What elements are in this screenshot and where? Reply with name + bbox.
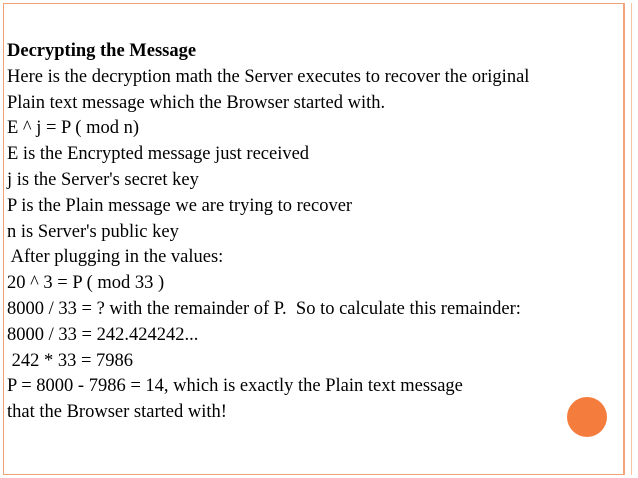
text-line: n is Server's public key xyxy=(7,221,179,242)
right-accent-rule xyxy=(623,3,625,475)
text-line: After plugging in the values: xyxy=(7,247,224,268)
right-accent-rule-thin xyxy=(631,3,632,475)
text-line: that the Browser started with! xyxy=(7,402,227,423)
text-line: j is the Server's secret key xyxy=(7,169,199,190)
text-line: P = 8000 - 7986 = 14, which is exactly the Plain text message xyxy=(7,376,463,397)
text-line: Here is the decryption math the Server executes to recover the original xyxy=(7,66,530,87)
text-line: E is the Encrypted message just received xyxy=(7,144,310,165)
text-line: 8000 / 33 = ? with the remainder of P. So to calculate this remainder: xyxy=(7,298,521,319)
slide-content xyxy=(7,39,617,426)
text-line: P is the Plain message we are trying to recover xyxy=(7,195,353,216)
formula-line: 8000 / 33 = 242.424242... xyxy=(7,324,199,345)
slide-title: Decrypting the Message xyxy=(7,41,197,61)
formula-line: E ^ j = P ( mod n) xyxy=(7,118,139,139)
formula-line: 20 ^ 3 = P ( mod 33 ) xyxy=(7,273,165,294)
formula-line: 242 * 33 = 7986 xyxy=(7,350,134,371)
text-line: Plain text message which the Browser started with. xyxy=(7,92,386,113)
